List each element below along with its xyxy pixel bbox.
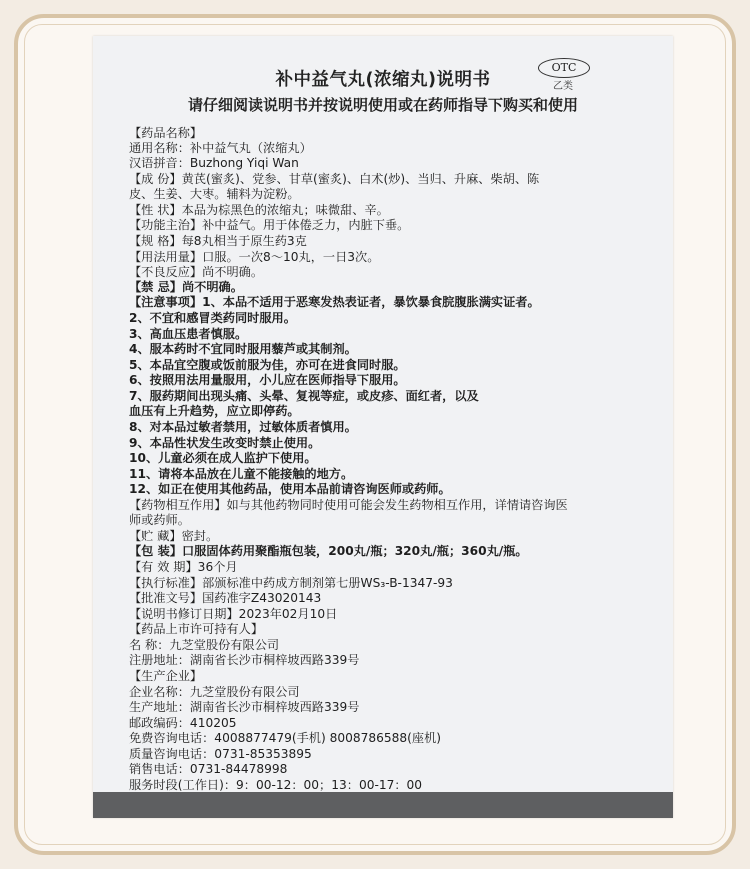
generic-name-line: 通用名称：补中益气丸（浓缩丸） xyxy=(129,141,312,155)
precautions-line-11: 11、请将本品放在儿童不能接触的地方。 xyxy=(129,467,354,481)
validity-line: 【有 效 期】36个月 xyxy=(129,560,238,574)
interactions-line: 【药物相互作用】如与其他药物同时使用可能会发生药物相互作用，详情请咨询医 xyxy=(129,498,568,512)
revision-date-line: 【说明书修订日期】2023年02月10日 xyxy=(129,607,338,621)
otc-badge: OTC xyxy=(538,58,590,78)
leaflet-subtitle: 请仔细阅读说明书并按说明使用或在药师指导下购买和使用 xyxy=(187,96,578,114)
dosage-line: 【用法用量】口服。一次8～10丸，一日3次。 xyxy=(129,250,380,264)
holder-name-line: 名 称：九芝堂股份有限公司 xyxy=(129,638,280,652)
interactions-line-2: 师或药师。 xyxy=(129,513,190,527)
packaging-line: 【包 装】口服固体药用聚酯瓶包装，200丸/瓶；320丸/瓶；360丸/瓶。 xyxy=(129,544,528,558)
license-holder-heading: 【药品上市许可持有人】 xyxy=(129,622,264,636)
precautions-line-5: 5、本品宜空腹或饭前服为佳，亦可在进食同时服。 xyxy=(129,358,406,372)
precautions-line-1: 【注意事项】1、本品不适用于恶寒发热表证者，暴饮暴食脘腹胀满实证者。 xyxy=(129,295,540,309)
precautions-line-10: 10、儿童必须在成人监护下使用。 xyxy=(129,451,317,465)
leaflet-paper xyxy=(93,36,673,818)
adverse-reactions-line: 【不良反应】尚不明确。 xyxy=(129,265,264,279)
service-hours-line: 服务时段(工作日)：9：00-12：00；13：00-17：00 xyxy=(129,778,423,792)
leaflet-title: 补中益气丸(浓缩丸)说明书 xyxy=(275,70,491,90)
contraindications-line: 【禁 忌】尚不明确。 xyxy=(129,280,243,294)
manufacturer-heading: 【生产企业】 xyxy=(129,669,203,683)
standard-line: 【执行标准】部颁标准中药成方制剂第七册WS₃-B-1347-93 xyxy=(129,576,453,590)
ingredients-line: 【成 份】黄芪(蜜炙)、党参、甘草(蜜炙)、白术(炒)、当归、升麻、柴胡、陈 xyxy=(129,172,540,186)
precautions-line-7: 7、服药期间出现头痛、头晕、复视等症，或皮疹、面红者，以及 xyxy=(129,389,479,403)
ingredients-line-2: 皮、生姜、大枣。辅料为淀粉。 xyxy=(129,187,300,201)
precautions-line-9: 9、本品性状发生改变时禁止使用。 xyxy=(129,436,321,450)
free-hotline-line: 免费咨询电话：4008877479(手机) 8008786588(座机) xyxy=(129,731,442,745)
approval-number-line: 【批准文号】国药准字Z43020143 xyxy=(129,591,322,605)
precautions-line-6: 6、按照用法用量服用，小儿应在医师指导下服用。 xyxy=(129,373,406,387)
specification-line: 【规 格】每8丸相当于原生药3克 xyxy=(129,234,307,248)
section-drug-name: 【药品名称】 xyxy=(129,126,203,140)
production-address-line: 生产地址：湖南省长沙市桐梓坡西路339号 xyxy=(129,700,360,714)
appearance-line: 【性 状】本品为棕黑色的浓缩丸；味微甜、辛。 xyxy=(129,203,389,217)
precautions-line-12: 12、如正在使用其他药品，使用本品前请咨询医师或药师。 xyxy=(129,482,451,496)
precautions-line-4: 4、服本药时不宜同时服用藜芦或其制剂。 xyxy=(129,342,357,356)
registered-address-line: 注册地址：湖南省长沙市桐梓坡西路339号 xyxy=(129,653,360,667)
paper-bottom-shadow xyxy=(93,792,673,818)
pinyin-line: 汉语拼音：Buzhong Yiqi Wan xyxy=(129,156,299,170)
quality-hotline-line: 质量咨询电话：0731-85353895 xyxy=(129,747,312,761)
sales-phone-line: 销售电话：0731-84478998 xyxy=(129,762,288,776)
postal-code-line: 邮政编码：410205 xyxy=(129,716,237,730)
indications-line: 【功能主治】补中益气。用于体倦乏力，内脏下垂。 xyxy=(129,218,410,232)
storage-line: 【贮 藏】密封。 xyxy=(129,529,219,543)
precautions-line-7b: 血压有上升趋势，应立即停药。 xyxy=(129,404,300,418)
precautions-line-3: 3、高血压患者慎服。 xyxy=(129,327,248,341)
company-name-line: 企业名称：九芝堂股份有限公司 xyxy=(129,685,300,699)
precautions-line-2: 2、不宜和感冒类药同时服用。 xyxy=(129,311,296,325)
precautions-line-8: 8、对本品过敏者禁用，过敏体质者慎用。 xyxy=(129,420,357,434)
otc-class-label: 乙类 xyxy=(553,81,573,92)
